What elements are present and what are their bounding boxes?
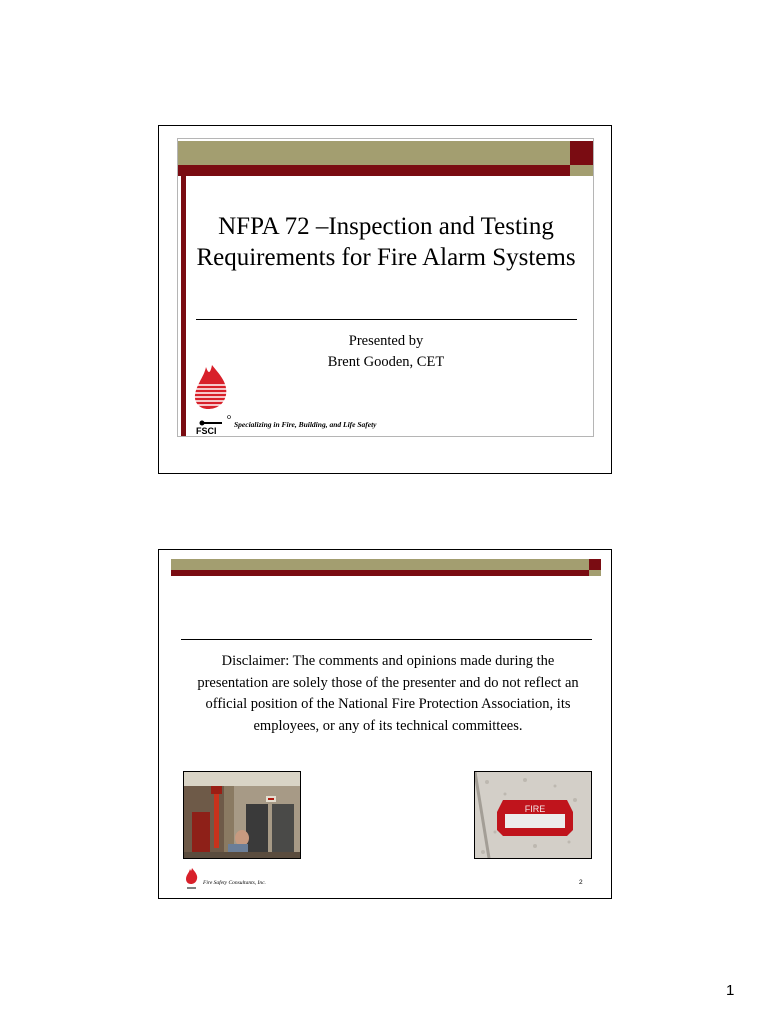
- disclaimer-text: Disclaimer: The comments and opinions made during the presentation are solely those of the presenter and do not reflect an official position of the National Fire Protection Association, its employees, or any of its technical committees.: [197, 653, 579, 734]
- slide-thumbnail-2: [158, 549, 612, 899]
- photo-fire-strobe-device: [474, 771, 592, 859]
- corner-square-olive: [589, 570, 601, 576]
- presented-by-label: Presented by: [348, 333, 424, 349]
- logo-text: FSCI: [196, 426, 217, 435]
- fsci-logo: [190, 361, 234, 435]
- title-divider: [181, 639, 592, 640]
- corner-square-maroon: [570, 141, 593, 165]
- photo-hallway-fire-alarm: [183, 771, 301, 859]
- sign-text: FIRE: [524, 804, 546, 814]
- page-number: 1: [726, 982, 735, 999]
- footer-logo: [184, 867, 200, 891]
- header-band-olive: [178, 141, 570, 165]
- presenter-name: Brent Gooden, CET: [327, 354, 445, 370]
- header-band-olive: [171, 559, 589, 570]
- slide-thumbnail-1: [158, 125, 612, 474]
- side-bar-maroon: [181, 176, 186, 436]
- corner-square-maroon: [589, 559, 601, 570]
- header-band-maroon: [178, 165, 570, 176]
- slide-1: [177, 138, 594, 437]
- slide-title: NFPA 72 –Inspection and Testing Requirements for Fire Alarm Systems: [196, 213, 576, 271]
- tagline: Specializing in Fire, Building, and Life Safety: [234, 420, 377, 429]
- title-divider: [196, 319, 577, 320]
- corner-square-olive: [570, 165, 593, 176]
- slide-number: 2: [579, 879, 583, 886]
- footer-text: Fire Safety Consultants, Inc.: [203, 880, 266, 886]
- header-band-maroon: [171, 570, 589, 576]
- presenter-block: [196, 331, 576, 373]
- slide-2: [171, 557, 603, 891]
